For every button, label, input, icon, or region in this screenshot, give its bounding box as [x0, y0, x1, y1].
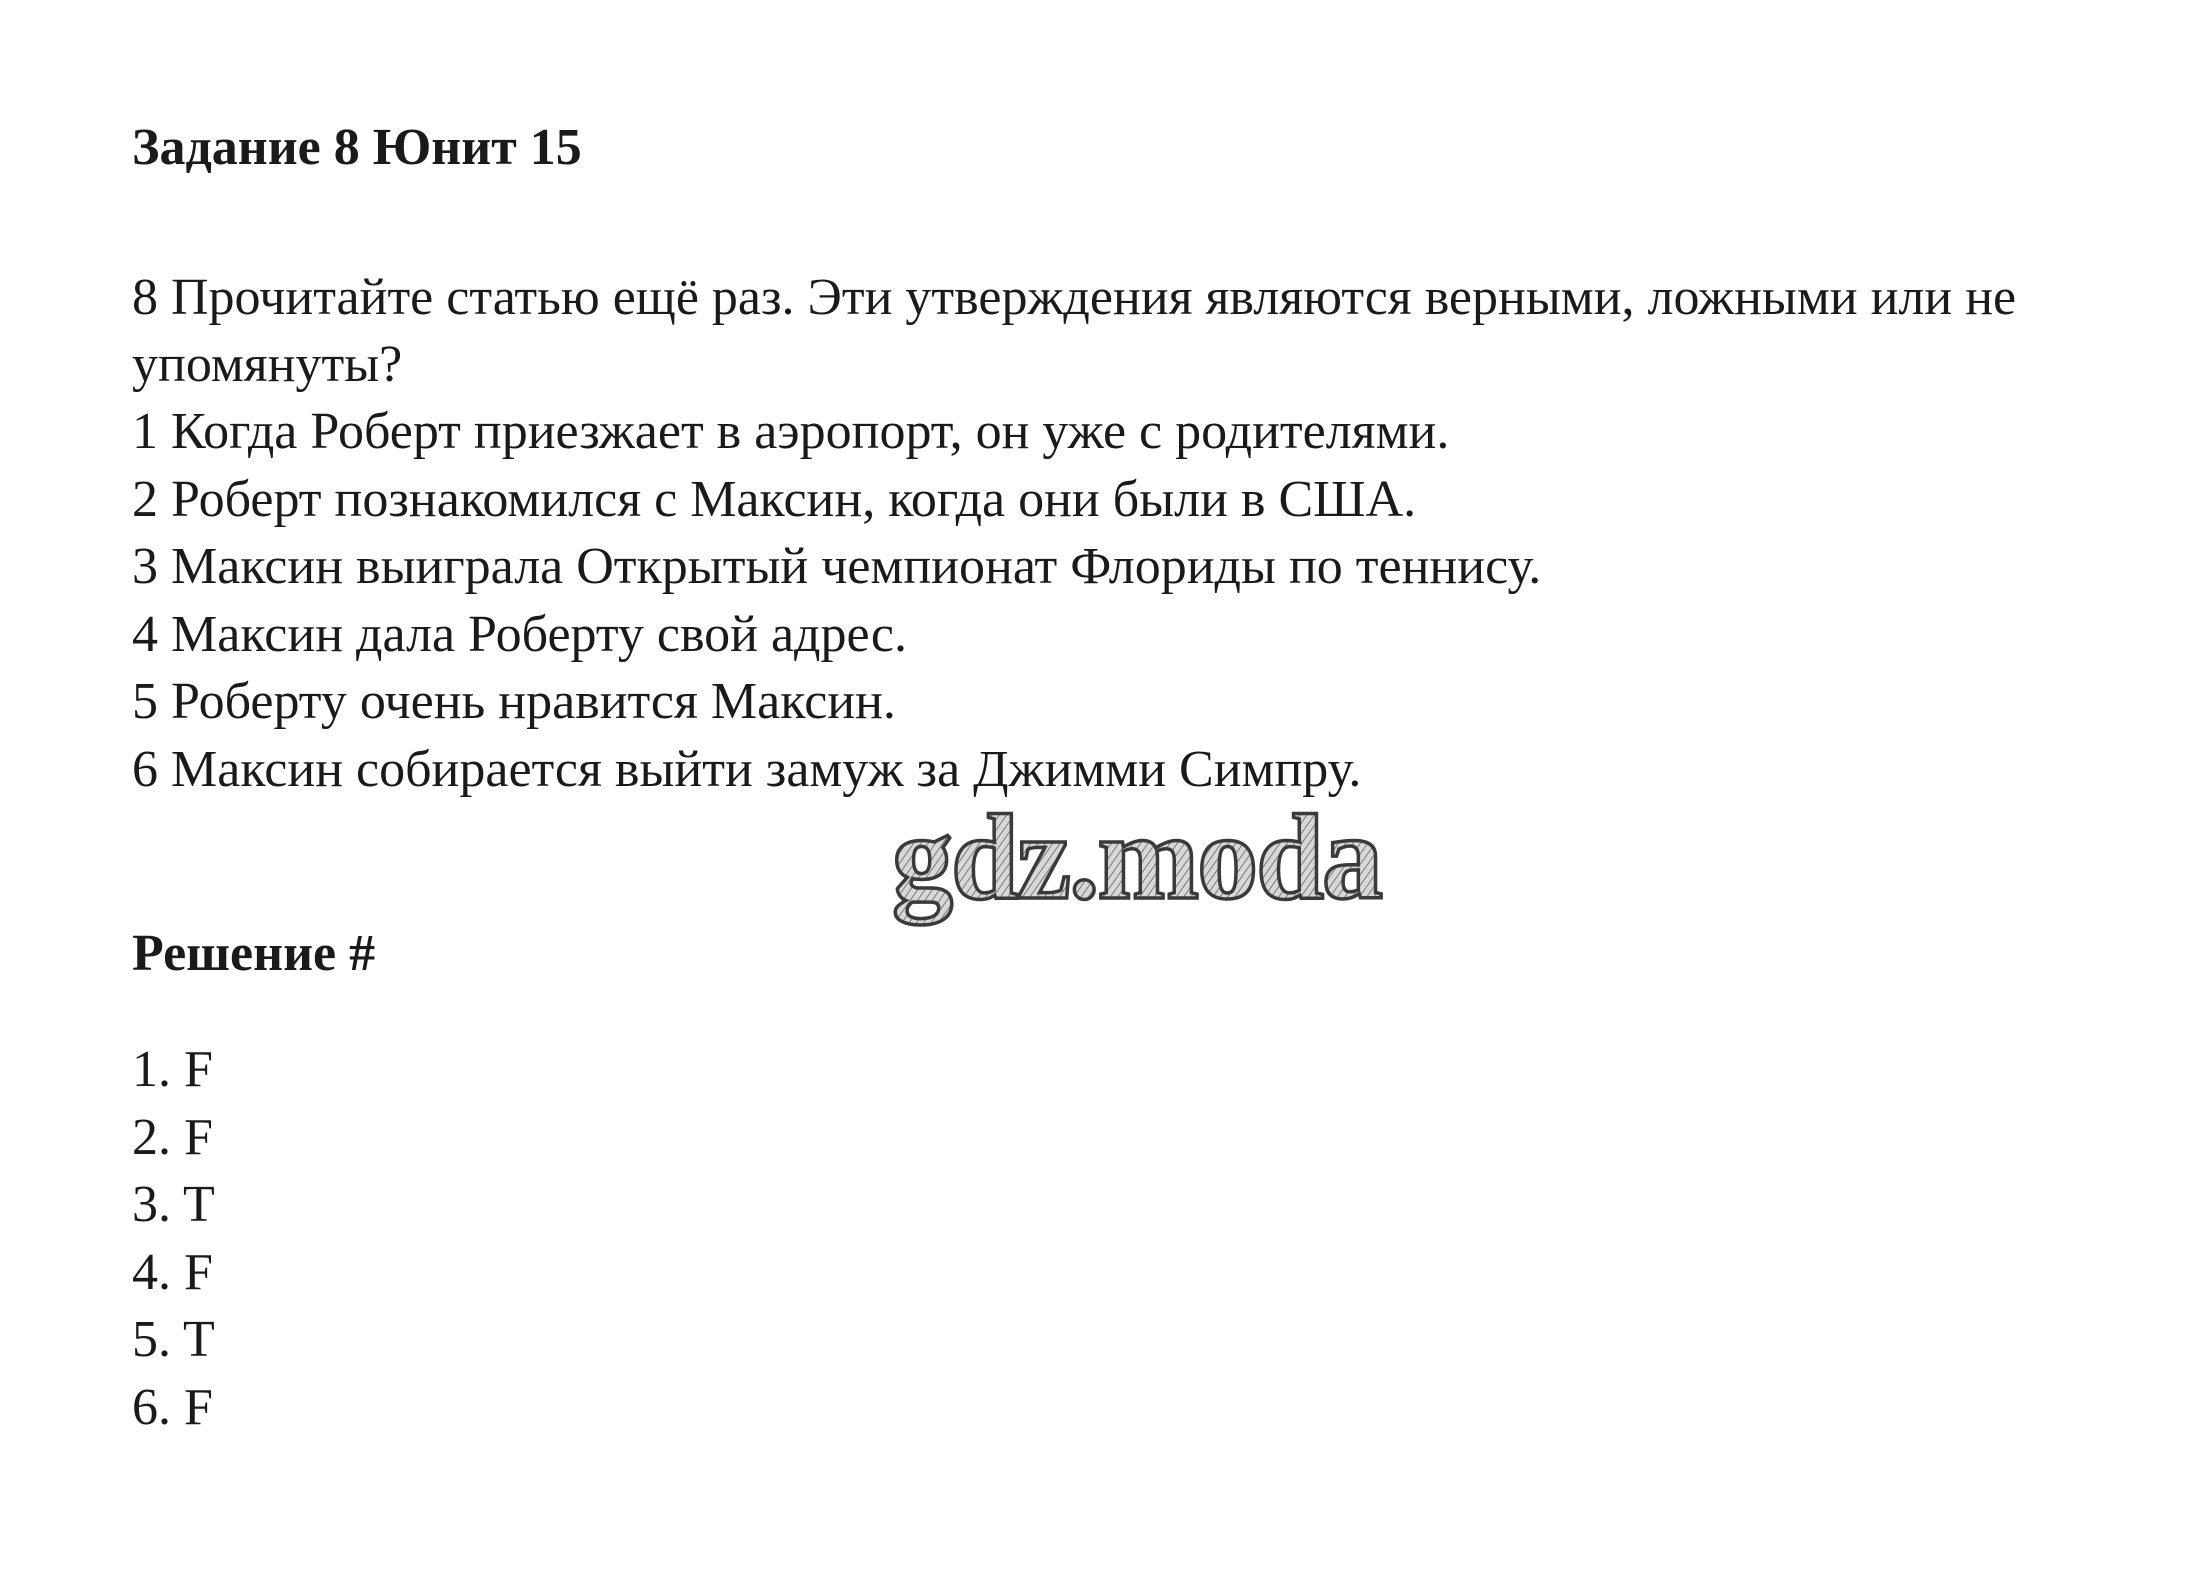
statement-list [132, 398, 1541, 803]
watermark-logo [892, 800, 1532, 950]
statement-item: 5 Роберту очень нравится Максин. [132, 673, 896, 730]
solution-title: Решение # [132, 925, 376, 982]
statement-item: 6 Максин собирается выйти замуж за Джимми Симпру. [132, 740, 1362, 798]
statement-item: 2 Роберт познакомился с Максин, когда они были в США. [132, 470, 1417, 528]
statement-item: 1 Когда Роберт приезжает в аэропорт, он уже с родителями. [132, 403, 1450, 460]
answer-item: 2. F [132, 1108, 213, 1166]
answer-item: 6. F [132, 1378, 213, 1436]
statement-item: 3 Максин выиграла Открытый чемпионат Флориды по теннису. [132, 538, 1542, 595]
statement-item: 4 Максин дала Роберту свой адрес. [132, 605, 907, 663]
answer-item: 5. T [132, 1311, 215, 1368]
answer-item: 3. T [132, 1176, 215, 1233]
task-title: Задание 8 Юнит 15 [132, 119, 582, 176]
watermark-text: gdz.moda [892, 800, 1381, 925]
answer-item: 1. F [132, 1041, 213, 1098]
answer-item: 4. F [132, 1243, 213, 1301]
answer-list [132, 1036, 215, 1441]
task-prompt: 8 Прочитайте статью ещё раз. Эти утверждения являются верными, ложными или не упомянуты? [132, 269, 2017, 393]
